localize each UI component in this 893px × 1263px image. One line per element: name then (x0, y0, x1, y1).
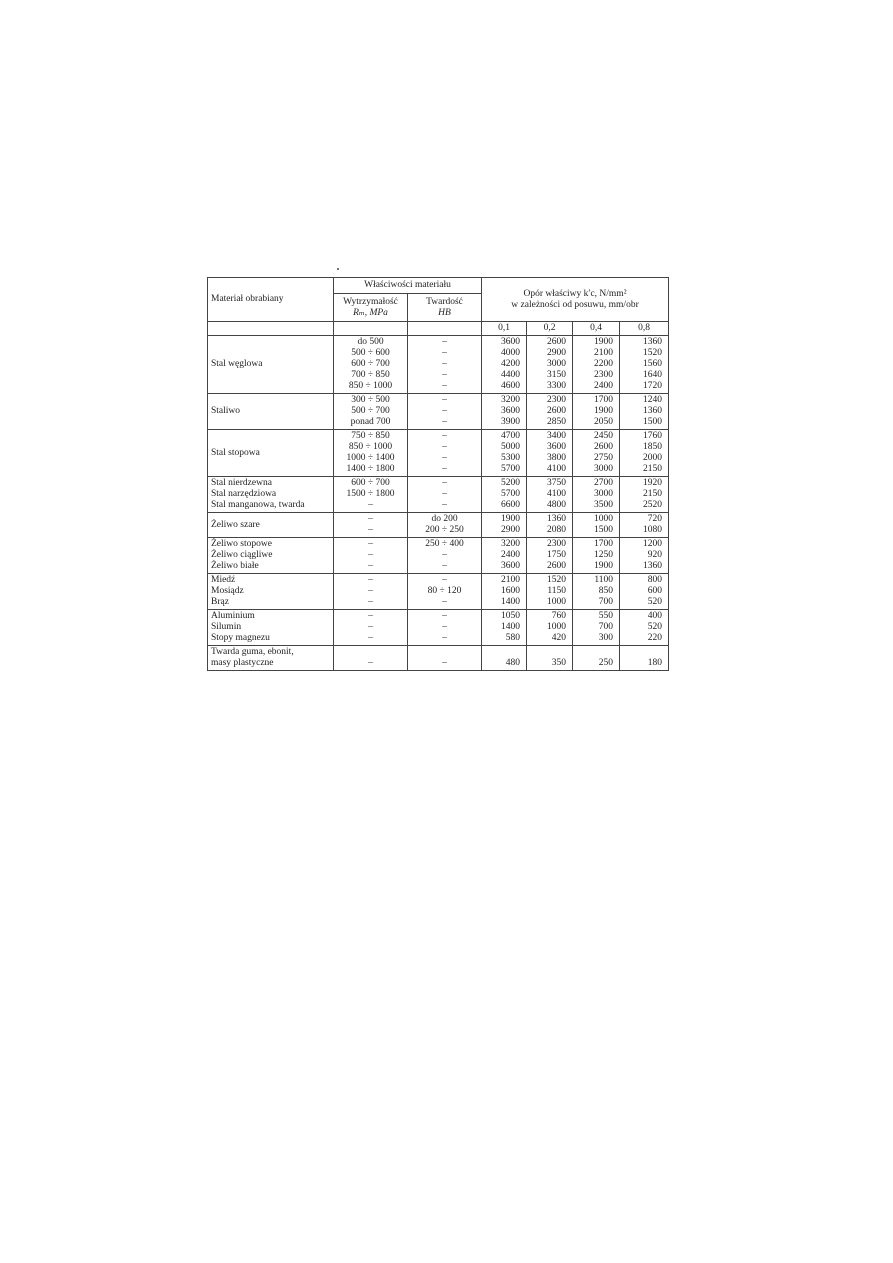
hardness-value: – (442, 658, 447, 668)
resistance-value: 1200 (643, 539, 663, 549)
resistance-value: 2600 (594, 442, 614, 452)
resistance-value: 6600 (501, 500, 521, 510)
resistance-cell-feed-1 (527, 610, 573, 646)
material-cell (208, 574, 334, 610)
hardness-value: – (442, 442, 447, 452)
resistance-cell-feed-1 (527, 430, 573, 477)
resistance-value: 2150 (643, 489, 663, 499)
strength-cell (334, 513, 408, 538)
resistance-value: 1050 (501, 611, 521, 621)
resistance-value: 2600 (547, 561, 567, 571)
resistance-value: 580 (505, 633, 521, 643)
hardness-value: – (442, 561, 447, 571)
strength-value: 700 ÷ 850 (351, 370, 390, 380)
resistance-cell-feed-2 (573, 394, 620, 430)
resistance-value: 920 (647, 550, 663, 560)
header-blank-strength (334, 322, 408, 336)
resistance-cell-feed-0 (482, 513, 527, 538)
strength-value: 600 ÷ 700 (351, 359, 390, 369)
resistance-value: 5700 (501, 464, 521, 474)
hardness-cell (408, 646, 482, 671)
hardness-value: – (442, 633, 447, 643)
resistance-cell-feed-2 (573, 430, 620, 477)
resistance-cell-feed-1 (527, 574, 573, 610)
resistance-cell-feed-2 (573, 538, 620, 574)
resistance-value: 1360 (643, 406, 663, 416)
resistance-cell-feed-1 (527, 336, 573, 394)
resistance-value: 600 (647, 586, 663, 596)
resistance-value: 2150 (643, 464, 663, 474)
header-resistance-line2: w zależności od posuwu, mm/obr (511, 299, 639, 310)
header-hardness-label: Twardość (426, 296, 463, 307)
resistance-value: 1750 (547, 550, 567, 560)
header-hardness-unit: HB (438, 307, 451, 318)
hardness-value: – (442, 575, 447, 585)
resistance-value: 4200 (501, 359, 521, 369)
hardness-value: – (442, 550, 447, 560)
hardness-value: – (442, 406, 447, 416)
strength-value: – (368, 514, 373, 524)
strength-value: – (368, 525, 373, 535)
resistance-value: 700 (598, 622, 614, 632)
resistance-cell-feed-0 (482, 646, 527, 671)
hardness-cell (408, 430, 482, 477)
resistance-value: 2200 (594, 359, 614, 369)
resistance-value: 3900 (501, 417, 521, 427)
header-material-properties: Właściwości materiału (334, 278, 482, 294)
resistance-cell-feed-1 (527, 513, 573, 538)
resistance-cell-feed-3 (620, 538, 669, 574)
table-row (208, 538, 669, 574)
hardness-cell (408, 610, 482, 646)
strength-cell (334, 610, 408, 646)
header-feed-2: 0,4 (573, 322, 620, 336)
table-row (208, 394, 669, 430)
material-label: Aluminium (211, 611, 255, 621)
resistance-value: 250 (598, 658, 614, 668)
resistance-value: 5000 (501, 442, 521, 452)
strength-value: 500 ÷ 600 (351, 348, 390, 358)
hardness-value: – (442, 395, 447, 405)
material-label: Mosiądz (211, 586, 244, 596)
resistance-value: 1150 (547, 586, 567, 596)
material-label: Silumin (211, 622, 242, 632)
strength-cell (334, 430, 408, 477)
material-label: masy plastyczne (211, 658, 274, 668)
strength-value: – (368, 586, 373, 596)
hardness-value: – (442, 478, 447, 488)
resistance-cell-feed-0 (482, 538, 527, 574)
resistance-value: 5700 (501, 489, 521, 499)
resistance-value: 3750 (547, 478, 567, 488)
resistance-value: 1250 (594, 550, 614, 560)
resistance-value: 4700 (501, 431, 521, 441)
table-row (208, 610, 669, 646)
resistance-value: 1600 (501, 586, 521, 596)
header-feed-3: 0,8 (620, 322, 669, 336)
header-strength-label: Wytrzymałość (343, 296, 398, 307)
material-label: Twarda guma, ebonit, (211, 647, 294, 657)
material-cell (208, 430, 334, 477)
hardness-value: 250 ÷ 400 (425, 539, 464, 549)
resistance-value: 4800 (547, 500, 567, 510)
resistance-cell-feed-3 (620, 430, 669, 477)
strength-value: 1400 ÷ 1800 (346, 464, 395, 474)
strength-value: – (368, 611, 373, 621)
strength-value: do 500 (357, 337, 384, 347)
header-strength (334, 294, 408, 322)
resistance-value: 3000 (547, 359, 567, 369)
hardness-value: – (442, 622, 447, 632)
strength-cell (334, 477, 408, 513)
material-label: Stal węglowa (211, 359, 263, 369)
strength-value: 750 ÷ 850 (351, 431, 390, 441)
resistance-value: 2600 (547, 406, 567, 416)
resistance-value: 480 (505, 658, 521, 668)
resistance-value: 1500 (594, 525, 614, 535)
resistance-value: 1700 (594, 539, 614, 549)
header-material: Materiał obrabiany (208, 278, 334, 322)
resistance-value: 520 (647, 622, 663, 632)
resistance-cell-feed-2 (573, 646, 620, 671)
table-row (208, 336, 669, 394)
resistance-cell-feed-1 (527, 538, 573, 574)
resistance-value: 3300 (547, 381, 567, 391)
material-label: Staliwo (211, 406, 241, 416)
strength-value: 850 ÷ 1000 (348, 442, 393, 452)
resistance-value: 1360 (643, 561, 663, 571)
resistance-cell-feed-1 (527, 646, 573, 671)
scan-speck (337, 268, 339, 270)
resistance-value: 1080 (643, 525, 663, 535)
cutting-resistance-table (207, 277, 669, 671)
resistance-cell-feed-0 (482, 394, 527, 430)
strength-cell (334, 646, 408, 671)
material-label: Stal stopowa (211, 447, 260, 458)
strength-value: 500 ÷ 700 (351, 406, 390, 416)
resistance-value: 1700 (594, 395, 614, 405)
hardness-cell (408, 574, 482, 610)
hardness-value: – (442, 431, 447, 441)
header-blank-hardness (408, 322, 482, 336)
resistance-value: 2300 (547, 539, 567, 549)
resistance-value: 2300 (594, 370, 614, 380)
resistance-value: 1560 (643, 359, 663, 369)
table-row (208, 477, 669, 513)
resistance-value: 520 (647, 597, 663, 607)
strength-value: – (368, 658, 373, 668)
hardness-cell (408, 513, 482, 538)
resistance-cell-feed-2 (573, 574, 620, 610)
resistance-cell-feed-0 (482, 336, 527, 394)
strength-value: 1000 ÷ 1400 (346, 453, 395, 463)
hardness-value: – (442, 500, 447, 510)
resistance-value: 800 (647, 575, 663, 585)
resistance-value: 3200 (501, 539, 521, 549)
strength-value: – (368, 550, 373, 560)
resistance-value: 3150 (547, 370, 567, 380)
resistance-value: 3600 (501, 337, 521, 347)
hardness-value: 80 ÷ 120 (427, 586, 462, 596)
resistance-value: 1240 (643, 395, 663, 405)
resistance-value: 2520 (643, 500, 663, 510)
table-body (208, 336, 669, 671)
resistance-value: 1100 (594, 575, 614, 585)
hardness-value: do 200 (431, 514, 458, 524)
material-cell (208, 477, 334, 513)
resistance-value: 760 (551, 611, 567, 621)
resistance-value: 1900 (594, 337, 614, 347)
strength-value: 1500 ÷ 1800 (346, 489, 395, 499)
resistance-value: 1500 (643, 417, 663, 427)
resistance-value: 180 (647, 658, 663, 668)
hardness-cell (408, 336, 482, 394)
resistance-value: 2700 (594, 478, 614, 488)
resistance-value: 2300 (547, 395, 567, 405)
material-cell (208, 394, 334, 430)
strength-value: – (368, 500, 373, 510)
material-cell (208, 646, 334, 671)
resistance-value: 2400 (501, 550, 521, 560)
resistance-value: 3800 (547, 453, 567, 463)
resistance-value: 1000 (594, 514, 614, 524)
resistance-value: 1850 (643, 442, 663, 452)
hardness-value: – (442, 597, 447, 607)
resistance-cell-feed-3 (620, 646, 669, 671)
resistance-value: 550 (598, 611, 614, 621)
resistance-value: 1640 (643, 370, 663, 380)
resistance-value: 2400 (594, 381, 614, 391)
strength-cell (334, 538, 408, 574)
resistance-value: 1720 (643, 381, 663, 391)
resistance-value: 1000 (547, 622, 567, 632)
resistance-value: 4600 (501, 381, 521, 391)
resistance-value: 1360 (643, 337, 663, 347)
strength-cell (334, 336, 408, 394)
resistance-value: 2900 (501, 525, 521, 535)
material-label: Żeliwo białe (211, 561, 259, 571)
material-label: Żeliwo szare (211, 519, 260, 530)
table-row (208, 574, 669, 610)
hardness-value: – (442, 464, 447, 474)
hardness-value: – (442, 453, 447, 463)
material-label: Stal manganowa, twarda (211, 500, 305, 510)
strength-value: 850 ÷ 1000 (348, 381, 393, 391)
strength-value: – (368, 539, 373, 549)
hardness-value: – (442, 417, 447, 427)
hardness-value: – (442, 370, 447, 380)
resistance-value: 3200 (501, 395, 521, 405)
resistance-cell-feed-0 (482, 574, 527, 610)
resistance-value: 1000 (547, 597, 567, 607)
resistance-value: 1920 (643, 478, 663, 488)
hardness-cell (408, 538, 482, 574)
resistance-value: 1520 (547, 575, 567, 585)
resistance-value: 850 (598, 586, 614, 596)
resistance-value: 2100 (594, 348, 614, 358)
table-row (208, 646, 669, 671)
strength-cell (334, 574, 408, 610)
hardness-value: – (442, 337, 447, 347)
header-specific-resistance (482, 278, 669, 322)
hardness-value: 200 ÷ 250 (425, 525, 464, 535)
resistance-cell-feed-3 (620, 394, 669, 430)
resistance-value: 2050 (594, 417, 614, 427)
resistance-value: 5300 (501, 453, 521, 463)
resistance-value: 1360 (547, 514, 567, 524)
resistance-value: 4100 (547, 489, 567, 499)
resistance-value: 2750 (594, 453, 614, 463)
material-label: Stal nierdzewna (211, 478, 272, 488)
resistance-cell-feed-1 (527, 477, 573, 513)
strength-value: – (368, 633, 373, 643)
resistance-value: 2850 (547, 417, 567, 427)
strength-value: – (368, 575, 373, 585)
resistance-value: 4400 (501, 370, 521, 380)
strength-value: ponad 700 (350, 417, 391, 427)
resistance-value: 700 (598, 597, 614, 607)
material-label: Miedź (211, 575, 236, 585)
resistance-value: 5200 (501, 478, 521, 488)
resistance-value: 2080 (547, 525, 567, 535)
resistance-cell-feed-2 (573, 610, 620, 646)
resistance-cell-feed-1 (527, 394, 573, 430)
resistance-cell-feed-0 (482, 610, 527, 646)
resistance-value: 1400 (501, 597, 521, 607)
resistance-value: 350 (551, 658, 567, 668)
strength-value: – (368, 597, 373, 607)
resistance-cell-feed-2 (573, 477, 620, 513)
resistance-value: 3600 (501, 561, 521, 571)
resistance-value: 3400 (547, 431, 567, 441)
resistance-cell-feed-3 (620, 336, 669, 394)
hardness-value: – (442, 381, 447, 391)
resistance-cell-feed-3 (620, 610, 669, 646)
hardness-value: – (442, 489, 447, 499)
resistance-value: 420 (551, 633, 567, 643)
table-row (208, 513, 669, 538)
resistance-value: 2000 (643, 453, 663, 463)
resistance-value: 400 (647, 611, 663, 621)
resistance-value: 300 (598, 633, 614, 643)
resistance-value: 4000 (501, 348, 521, 358)
material-cell (208, 610, 334, 646)
material-label: Brąz (211, 597, 229, 607)
header-feed-0: 0,1 (482, 322, 527, 336)
resistance-value: 1760 (643, 431, 663, 441)
resistance-value: 2450 (594, 431, 614, 441)
material-cell (208, 538, 334, 574)
header-strength-unit: Rₘ, MPa (353, 307, 388, 318)
resistance-value: 3000 (594, 489, 614, 499)
resistance-value: 1400 (501, 622, 521, 632)
resistance-value: 1900 (594, 406, 614, 416)
resistance-cell-feed-0 (482, 430, 527, 477)
strength-value: 300 ÷ 500 (351, 395, 390, 405)
resistance-cell-feed-3 (620, 477, 669, 513)
resistance-value: 2100 (501, 575, 521, 585)
material-label: Żeliwo stopowe (211, 539, 272, 549)
resistance-value: 3600 (501, 406, 521, 416)
resistance-value: 720 (647, 514, 663, 524)
resistance-value: 220 (647, 633, 663, 643)
hardness-value: – (442, 348, 447, 358)
strength-value: 600 ÷ 700 (351, 478, 390, 488)
strength-cell (334, 394, 408, 430)
table-row (208, 430, 669, 477)
hardness-value: – (442, 611, 447, 621)
resistance-value: 1520 (643, 348, 663, 358)
header-hardness (408, 294, 482, 322)
resistance-value: 3000 (594, 464, 614, 474)
resistance-cell-feed-0 (482, 477, 527, 513)
hardness-cell (408, 477, 482, 513)
resistance-cell-feed-3 (620, 574, 669, 610)
resistance-value: 1900 (501, 514, 521, 524)
resistance-cell-feed-3 (620, 513, 669, 538)
material-cell (208, 513, 334, 538)
material-label: Żeliwo ciągliwe (211, 550, 273, 560)
resistance-value: 3600 (547, 442, 567, 452)
resistance-value: 3500 (594, 500, 614, 510)
material-label: Stopy magnezu (211, 633, 270, 643)
resistance-value: 1900 (594, 561, 614, 571)
strength-value: – (368, 622, 373, 632)
resistance-value: 4100 (547, 464, 567, 474)
resistance-value: 2900 (547, 348, 567, 358)
header-blank-material (208, 322, 334, 336)
hardness-value: – (442, 359, 447, 369)
material-label: Stal narzędziowa (211, 489, 277, 499)
resistance-cell-feed-2 (573, 336, 620, 394)
strength-value: – (368, 561, 373, 571)
resistance-value: 2600 (547, 337, 567, 347)
material-cell (208, 336, 334, 394)
header-feed-1: 0,2 (527, 322, 573, 336)
resistance-cell-feed-2 (573, 513, 620, 538)
hardness-cell (408, 394, 482, 430)
header-resistance-line1: Opór właściwy k′c, N/mm² (523, 288, 627, 299)
